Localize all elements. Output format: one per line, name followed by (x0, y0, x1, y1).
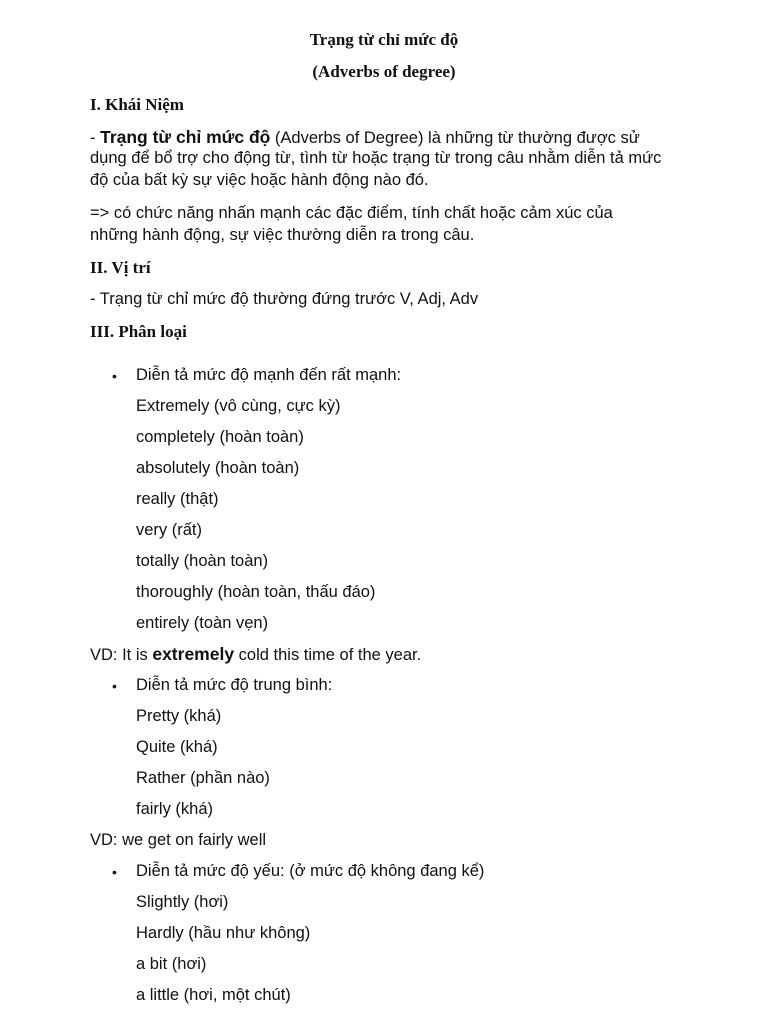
list-item: Extremely (vô cùng, cực kỳ) (136, 397, 341, 415)
group-strong-label: Diễn tả mức độ mạnh đến rất mạnh: (136, 366, 402, 384)
definition-term: Trạng từ chỉ mức độ (100, 127, 271, 147)
group-weak-label: Diễn tả mức độ yếu: (ở mức độ không đang kể) (136, 862, 485, 880)
list-item: Pretty (khá) (136, 707, 222, 725)
list-item: Hardly (hầu như không) (136, 924, 311, 942)
list-item: thoroughly (hoàn toàn, thấu đáo) (136, 583, 376, 601)
list-item: Rather (phần nào) (136, 769, 270, 787)
list-item: completely (hoàn toàn) (136, 428, 304, 446)
example-medium: VD: we get on fairly well (90, 831, 267, 849)
definition-prefix: - (90, 129, 101, 147)
function-line-2: những hành động, sự việc thường diễn ra trong câu. (90, 226, 475, 244)
bullet-icon: • (112, 864, 117, 880)
definition-line-3: độ của bất kỳ sự việc hoặc hành động nào đó. (90, 171, 429, 189)
list-item: fairly (khá) (136, 800, 214, 818)
definition-rest: (Adverbs of Degree) là những từ thường được sử (270, 129, 640, 147)
section-heading-classification: III. Phân loại (90, 322, 187, 341)
list-item: absolutely (hoàn toàn) (136, 459, 300, 477)
list-item: a bit (hơi) (136, 955, 207, 973)
document-title: Trạng từ chỉ mức độ (309, 30, 459, 49)
document-subtitle: (Adverbs of degree) (312, 62, 456, 81)
list-item: Quite (khá) (136, 738, 218, 756)
section-heading-concept: I. Khái Niệm (90, 95, 184, 114)
function-line-1: => có chức năng nhấn mạnh các đặc điểm, tính chất hoặc cảm xúc của (90, 204, 613, 222)
definition-line-2: dụng để bổ trợ cho động từ, tình từ hoặc trạng từ trong câu nhằm diễn tả mức (90, 149, 662, 167)
list-item: really (thật) (136, 490, 219, 508)
bullet-icon: • (112, 678, 117, 694)
example-strong (90, 644, 421, 665)
list-item: entirely (toàn vẹn) (136, 614, 269, 632)
list-item: Slightly (hơi) (136, 893, 229, 911)
example-prefix: VD: It is (90, 646, 153, 664)
group-medium-label: Diễn tả mức độ trung bình: (136, 676, 333, 694)
list-item: a little (hơi, một chút) (136, 986, 291, 1004)
bullet-icon: • (112, 368, 117, 384)
example-keyword: extremely (152, 644, 235, 664)
list-item: very (rất) (136, 521, 202, 539)
example-suffix: cold this time of the year. (234, 646, 422, 664)
definition-line-1 (90, 127, 640, 148)
list-item: totally (hoàn toàn) (136, 552, 269, 570)
position-text: - Trạng từ chỉ mức độ thường đứng trước V, Adj, Adv (90, 290, 479, 308)
section-heading-position: II. Vị trí (90, 258, 151, 277)
